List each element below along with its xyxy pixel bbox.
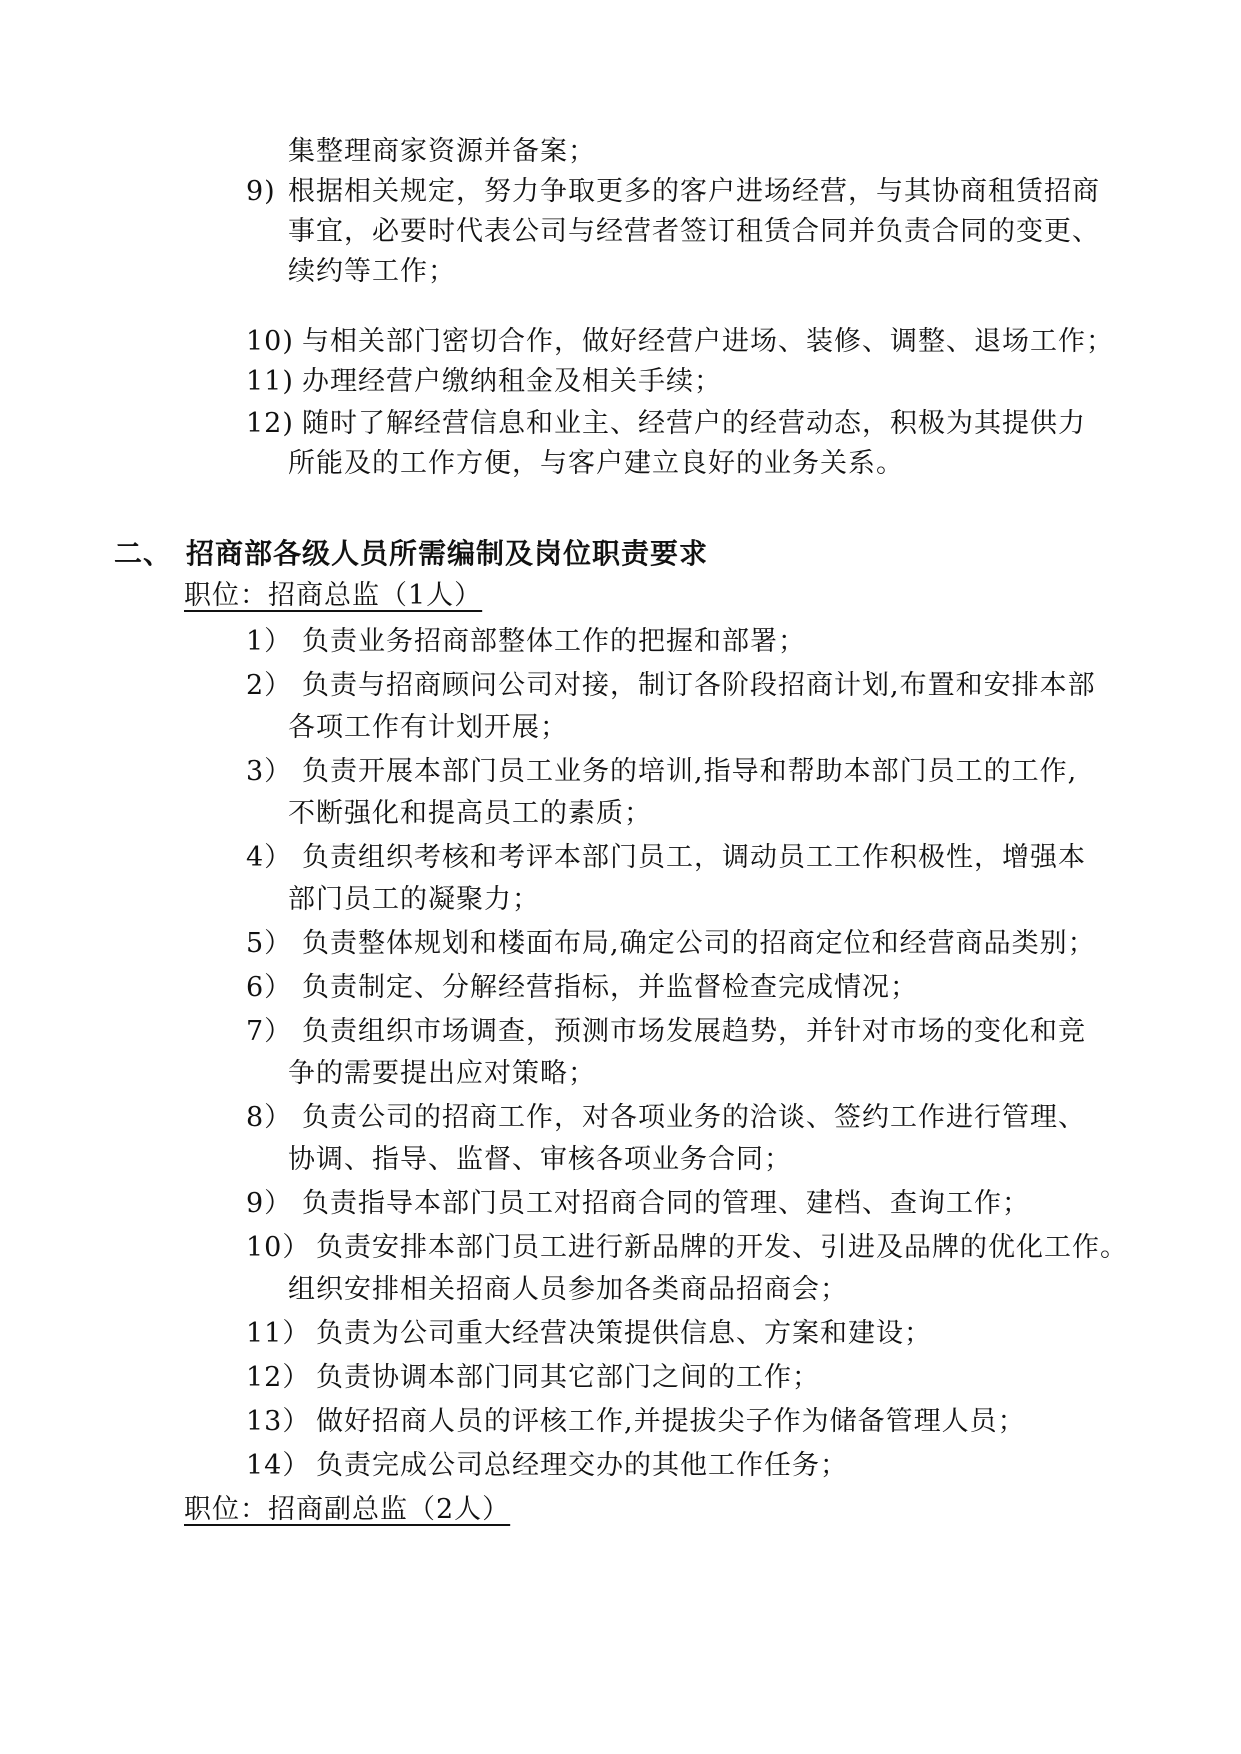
list-item-text: 负责业务招商部整体工作的把握和部署； [302,626,806,657]
list-item-text: 不断强化和提高员工的素质； [288,798,652,829]
list-item-number: 2） [246,670,293,701]
list-item-number: 9) [246,176,276,207]
list-item-text: 事宜，必要时代表公司与经营者签订租赁合同并负责合同的变更、 [288,216,1100,247]
list-item-text: 办理经营户缴纳租金及相关手续； [302,366,722,397]
list-item-number: 10) [246,326,294,357]
list-item-text: 部门员工的凝聚力； [288,884,540,915]
list-item-text: 组织安排相关招商人员参加各类商品招商会； [288,1274,848,1305]
section-title: 招商部各级人员所需编制及岗位职责要求 [186,537,709,570]
list-item-number: 4） [246,842,293,873]
list-item-text: 负责开展本部门员工业务的培训,指导和帮助本部门员工的工作, [302,756,1078,787]
list-item-text: 做好招商人员的评核工作,并提拔尖子作为储备管理人员； [316,1406,1026,1437]
list-item-number: 12） [246,1362,311,1393]
list-item-text: 所能及的工作方便，与客户建立良好的业务关系。 [288,448,904,479]
continuation-line: 集整理商家资源并备案； [288,136,596,167]
list-item-number: 10） [246,1232,311,1263]
list-item-text: 与相关部门密切合作，做好经营户进场、装修、调整、退场工作； [302,326,1114,357]
list-item-text: 负责完成公司总经理交办的其他工作任务； [316,1450,848,1481]
section-heading [114,534,708,574]
list-item-number: 6） [246,972,293,1003]
list-item-text: 负责组织市场调查，预测市场发展趋势，并针对市场的变化和竞 [302,1016,1086,1047]
list-item-number: 9） [246,1188,293,1219]
list-item-number: 12) [246,408,294,439]
list-item-text: 各项工作有计划开展； [288,712,568,743]
position-title: 职位：招商总监（1人） [184,580,483,611]
list-item-text: 争的需要提出应对策略； [288,1058,596,1089]
list-item-text: 续约等工作； [288,256,456,287]
list-item-number: 7） [246,1016,293,1047]
list-item-number: 8） [246,1102,293,1133]
list-item-text: 负责组织考核和考评本部门员工，调动员工工作积极性，增强本 [302,842,1086,873]
list-item-text: 负责为公司重大经营决策提供信息、方案和建设； [316,1318,932,1349]
list-item-text: 负责指导本部门员工对招商合同的管理、建档、查询工作； [302,1188,1030,1219]
list-item-number: 3） [246,756,293,787]
position-title: 职位：招商副总监（2人） [184,1494,511,1525]
list-item-text: 负责与招商顾问公司对接，制订各阶段招商计划,布置和安排本部 [302,670,1096,701]
list-item-number: 11) [246,366,294,397]
list-item-text: 负责整体规划和楼面布局,确定公司的招商定位和经营商品类别； [302,928,1096,959]
list-item-number: 11） [246,1318,311,1349]
list-item-text: 负责制定、分解经营指标，并监督检查完成情况； [302,972,918,1003]
list-item-number: 13） [246,1406,311,1437]
list-item-text: 根据相关规定，努力争取更多的客户进场经营，与其协商租赁招商 [288,176,1100,207]
section-number: 二、 [114,537,173,570]
list-item-text: 负责协调本部门同其它部门之间的工作； [316,1362,820,1393]
list-item-text: 负责公司的招商工作，对各项业务的洽谈、签约工作进行管理、 [302,1102,1086,1133]
list-item-number: 5） [246,928,293,959]
list-item-text: 协调、指导、监督、审核各项业务合同； [288,1144,792,1175]
list-item-text: 负责安排本部门员工进行新品牌的开发、引进及品牌的优化工作。 [316,1232,1128,1263]
list-item-text: 随时了解经营信息和业主、经营户的经营动态，积极为其提供力 [302,408,1086,439]
list-item-number: 1） [246,626,293,657]
list-item-number: 14） [246,1450,311,1481]
